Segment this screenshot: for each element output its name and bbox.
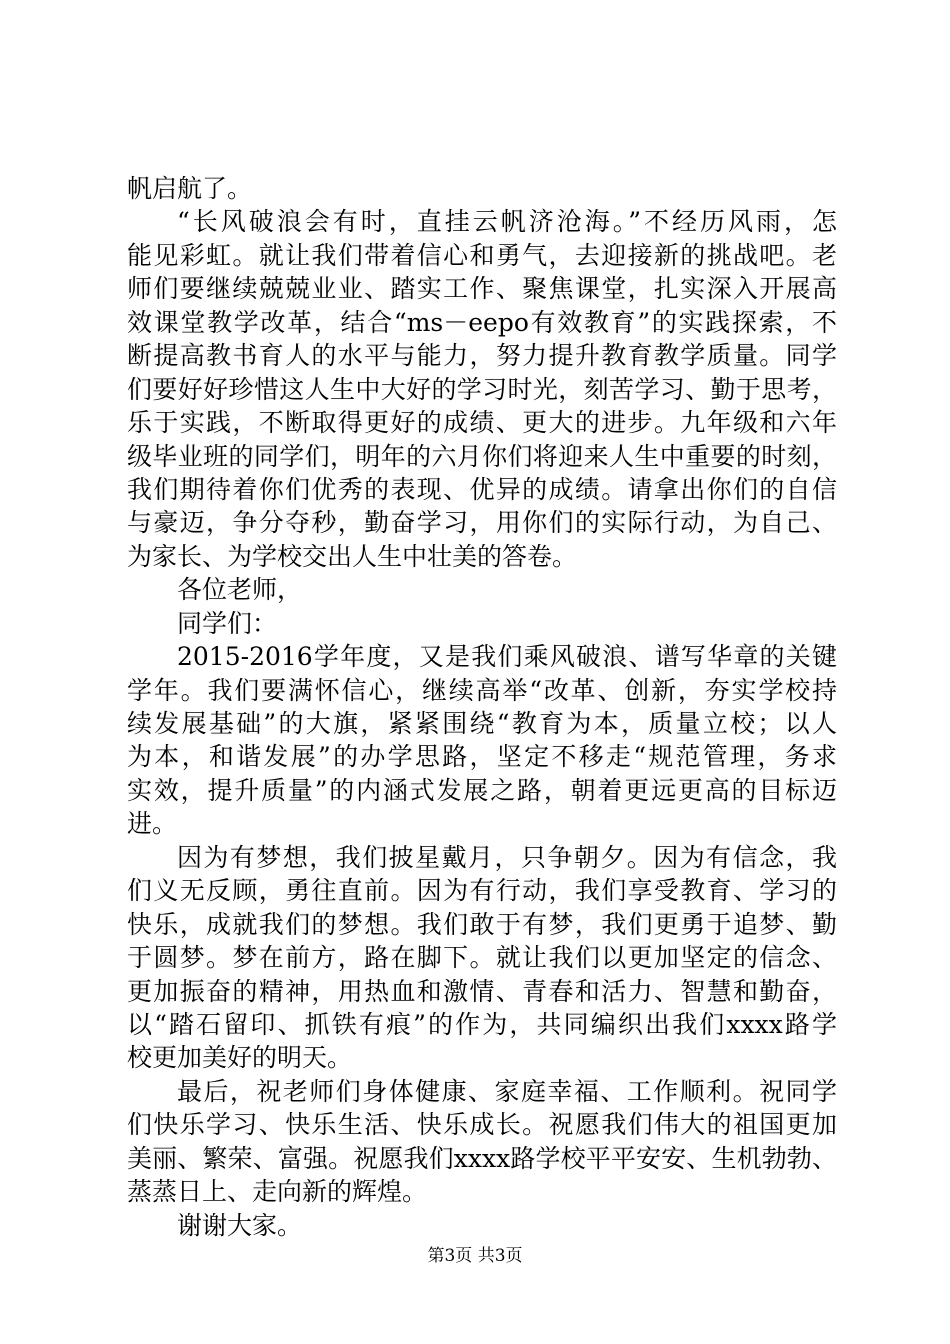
salutation-line: 同学们：	[177, 608, 278, 638]
text-line: 断提高教书育人的水平与能力，努力提升教育教学质量。同学	[127, 341, 837, 371]
closing-line: 谢谢大家。	[177, 1210, 303, 1240]
text-line: 续发展基础”的大旗，紧紧围绕“教育为本，质量立校；以人	[127, 709, 837, 738]
text-line: 为家长、为学校交出人生中壮美的答卷。	[127, 541, 578, 571]
text-line: 们义无反顾，勇往直前。因为有行动，我们享受教育、学习的	[127, 876, 837, 906]
text-line: 效课堂教学改革，结合“ms－eepo有效教育”的实践探索，不	[127, 307, 837, 337]
text-line: 蒸蒸日上、走向新的辉煌。	[127, 1177, 428, 1207]
page-number-label: 第3页 共3页	[427, 1246, 523, 1266]
text-line: 校更加美好的明天。	[127, 1043, 353, 1073]
text-line: 我们期待着你们优秀的表现、优异的成绩。请拿出你们的自信	[127, 474, 837, 504]
text-line: 乐于实践，不断取得更好的成绩、更大的进步。九年级和六年	[127, 408, 837, 438]
text-line: 实效，提升质量”的内涵式发展之路，朝着更远更高的目标迈	[127, 775, 837, 805]
text-line: 能见彩虹。就让我们带着信心和勇气，去迎接新的挑战吧。老	[127, 240, 837, 270]
text-line: 师们要继续兢兢业业、踏实工作、聚焦课堂，扎实深入开展高	[127, 274, 837, 304]
paragraph-first-line: “长风破浪会有时，直挂云帆济沧海。”不经历风雨，怎	[177, 207, 837, 237]
paragraph-first-line: 最后，祝老师们身体健康、家庭幸福、工作顺利。祝同学	[177, 1076, 837, 1106]
text-line: 学年。我们要满怀信心，继续高举“改革、创新，夯实学校持	[127, 675, 837, 705]
text-line: 级毕业班的同学们，明年的六月你们将迎来人生中重要的时刻，	[127, 441, 837, 471]
text-line: 为本，和谐发展”的办学思路，坚定不移走“规范管理，务求	[127, 742, 837, 772]
paragraph-first-line: 因为有梦想，我们披星戴月，只争朝夕。因为有信念，我	[177, 842, 837, 872]
text-line: 于圆梦。梦在前方，路在脚下。就让我们以更加坚定的信念、	[127, 943, 837, 973]
document-body	[127, 172, 837, 1242]
text-line: 以“踏石留印、抓铁有痕”的作为，共同编织出我们xxxx路学	[127, 1009, 837, 1039]
paragraph-first-line: 2015-2016学年度，又是我们乘风破浪、谱写华章的关键	[177, 642, 837, 672]
text-line: 快乐，成就我们的梦想。我们敢于有梦，我们更勇于追梦、勤	[127, 909, 837, 939]
text-line: 与豪迈，争分夺秒，勤奋学习，用你们的实际行动，为自己、	[127, 508, 837, 538]
text-line: 们要好好珍惜这人生中大好的学习时光，刻苦学习、勤于思考，	[127, 374, 837, 404]
salutation-line: 各位老师，	[177, 575, 303, 605]
text-line: 帆启航了。	[127, 174, 253, 203]
text-line: 美丽、繁荣、富强。祝愿我们xxxx路学校平平安安、生机勃勃、	[127, 1143, 837, 1173]
text-line: 进。	[127, 809, 178, 839]
text-line: 更加振奋的精神，用热血和激情、青春和活力、智慧和勤奋，	[127, 976, 837, 1006]
page-footer	[0, 1245, 950, 1267]
text-line: 们快乐学习、快乐生活、快乐成长。祝愿我们伟大的祖国更加	[127, 1110, 837, 1140]
